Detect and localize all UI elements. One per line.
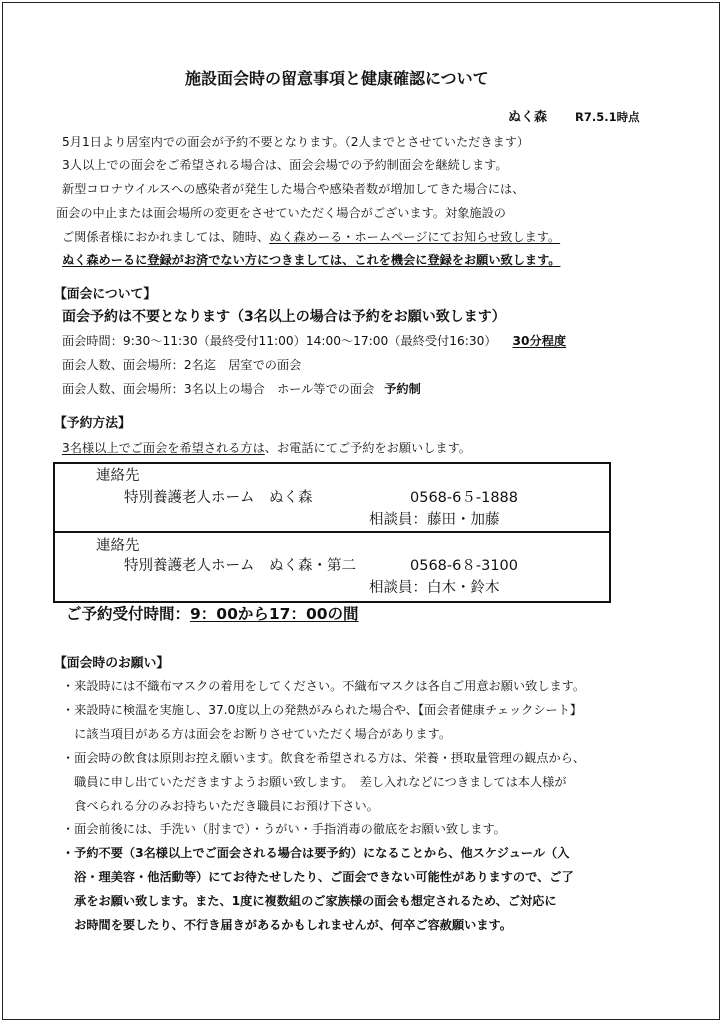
organization-name: ぬく森 xyxy=(508,110,548,125)
request-bold-line: 承をお願い致します。また、1度に複数組のご家族様の面会も想定されるため、ご対応に xyxy=(62,894,557,908)
contact-divider xyxy=(53,531,611,533)
reservation-hours-label: ご予約受付時間： xyxy=(66,605,191,623)
intro-line-2: 3人以上での面会をご希望される場合は、面会会場での予約制面会を継続します。 xyxy=(62,158,508,172)
contact-1-staff: 相談員：藤田・加藤 xyxy=(369,512,500,528)
request-line: に該当項目がある方は面会をお断りさせていただく場合があります。 xyxy=(62,727,452,741)
request-line: 職員に申し出ていただきますようお願い致します。 差し入れなどにつきましては本人様が xyxy=(62,775,567,789)
registration-request: ぬく森めーるに登録がお済でない方につきましては、これを機会に登録をお願い致します。 xyxy=(62,253,561,267)
request-line: 食べられる分のみお持ちいただき職員にお預け下さい。 xyxy=(62,799,379,813)
intro-line-3: 新型コロナウイルスへの感染者が発生した場合や感染者数が増加してきた場合には、 xyxy=(62,182,525,196)
reserve-instructions xyxy=(62,441,471,456)
contact-1-phone[interactable]: 0568-6５-1888 xyxy=(410,490,518,506)
contact-2-staff: 相談員：白木・鈴木 xyxy=(369,580,500,596)
reservation-hours-value: 9：00から17：00の間 xyxy=(190,605,359,623)
visit-duration: 30分程度 xyxy=(512,334,567,348)
request-bold-line: 浴・理美容・他活動等）にてお待たせしたり、ご面会できない可能性がありますので、ご了 xyxy=(62,870,574,884)
visit-place-1: 面会人数、面会場所：2名迄 居室での面会 xyxy=(62,358,302,372)
document-title: 施設面会時の留意事項と健康確認について xyxy=(185,69,489,88)
request-bold-line: お時間を要したり、不行き届きがあるかもしれませんが、何卒ご容赦願います。 xyxy=(62,918,512,932)
visit-hours xyxy=(62,334,566,349)
request-line: ・面会前後には、手洗い（肘まで）・うがい・手指消毒の徹底をお願い致します。 xyxy=(62,822,506,836)
intro-line-5-text: ご関係者様におかれましては、随時、 xyxy=(62,230,270,244)
requests-heading: 【面会時のお願い】 xyxy=(54,656,170,671)
contact-1-facility: 特別養護老人ホーム ぬく森 xyxy=(124,490,313,506)
intro-line-4: 面会の中止または面会場所の変更をさせていただく場合がございます。対象施設の xyxy=(56,206,506,220)
intro-line-5 xyxy=(62,230,560,245)
contact-2-facility: 特別養護老人ホーム ぬく森・第二 xyxy=(124,558,356,574)
visit-subheading: 面会予約は不要となります（3名以上の場合は予約をお願い致します） xyxy=(62,309,506,325)
visit-place-2-text: 面会人数、面会場所：3名以上の場合 ホール等での面会 xyxy=(62,382,375,396)
contact-2-label: 連絡先 xyxy=(96,538,140,554)
contact-2-phone[interactable]: 0568-6８-3100 xyxy=(410,558,518,574)
request-line: ・来設時に検温を実施し、37.0度以上の発熱がみられた場合や、【面会者健康チェックシート】 xyxy=(62,703,583,717)
reserve-instructions-rest: 、お電話にてご予約をお願いします。 xyxy=(264,441,471,455)
reservation-hours xyxy=(66,605,359,624)
intro-line-1: 5月1日より居室内での面会が予約不要となります。（2人までとさせていただきます） xyxy=(62,135,530,149)
contact-1-label: 連絡先 xyxy=(96,468,140,484)
visit-heading: 【面会について】 xyxy=(54,287,157,302)
reserve-heading: 【予約方法】 xyxy=(54,416,131,431)
reservation-required-label: 予約制 xyxy=(384,382,421,396)
reserve-instructions-target: 3名様以上でご面会を希望される方は xyxy=(62,441,265,455)
mail-homepage-link[interactable]: ぬく森めーる・ホームページにてお知らせ致します。 xyxy=(269,230,561,244)
request-line: ・面会時の飲食は原則お控え願います。飲食を希望される方は、栄養・摂取量管理の観点から、 xyxy=(62,751,586,765)
visit-hours-text: 面会時間：9:30～11:30（最終受付11:00）14:00～17:00（最終受付16:30） xyxy=(62,334,497,348)
request-line: ・来設時には不織布マスクの着用をしてください。不織布マスクは各自ご用意お願い致します。 xyxy=(62,679,586,693)
visit-place-2 xyxy=(62,382,421,397)
request-bold-line: ・予約不要（3名様以上でご面会される場合は要予約）になることから、他スケジュール（入 xyxy=(62,846,570,860)
document-date: R7.5.1時点 xyxy=(575,110,640,124)
